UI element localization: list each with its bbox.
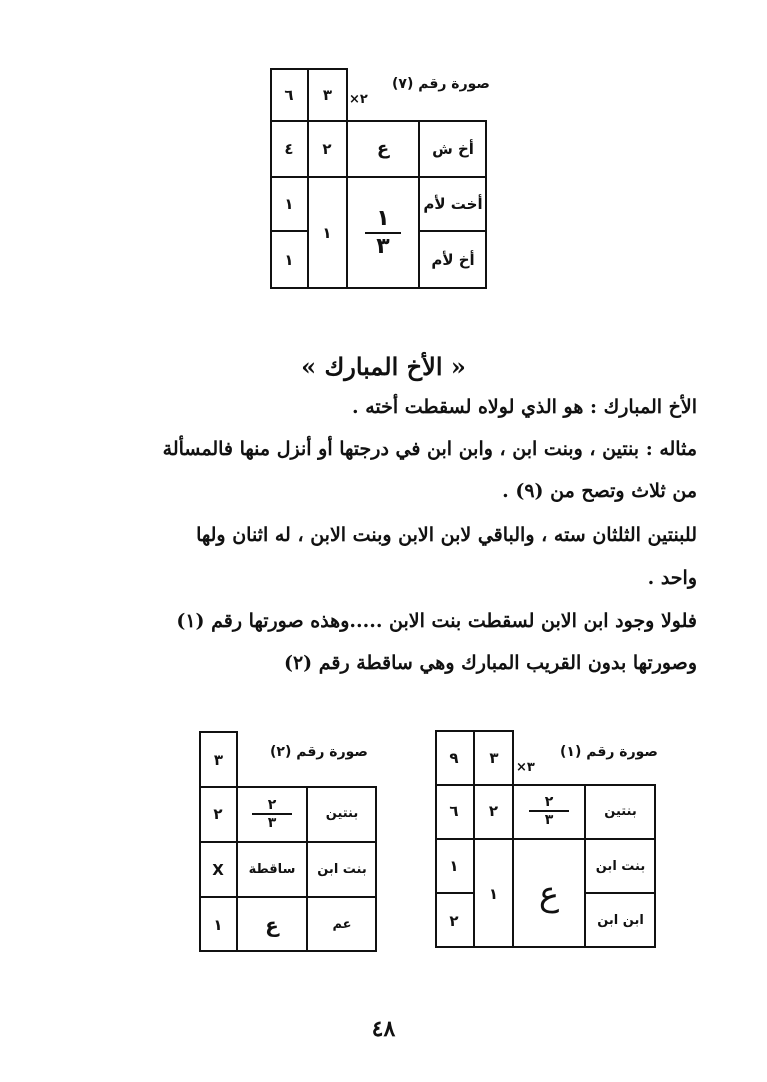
heir-cell: أخ ش [432, 139, 474, 158]
multiplier: ×٢ [349, 92, 368, 107]
corr-cell: ٢ [449, 911, 459, 930]
corr-cell: ١ [449, 857, 459, 875]
fraction-denominator: ٣ [267, 814, 277, 831]
heir-cell: أخت لأم [423, 195, 483, 213]
definition-paragraph: الأخ المبارك : هو الذي لولاه لسقطت أخته . [351, 396, 697, 418]
merged-share-cell: ع [538, 873, 560, 914]
orig-cell: X [212, 860, 224, 879]
merged-orig-cell: ١ [488, 884, 499, 903]
corr-cell: ٦ [449, 802, 459, 820]
merged-share-cell [348, 178, 418, 288]
distribution-paragraph-line-2: واحد . [647, 567, 697, 589]
merged-orig-cell: ١ [322, 224, 332, 242]
fraction-denominator: ٣ [544, 812, 554, 828]
share-cell [514, 784, 584, 838]
origin-value: ٣ [322, 86, 333, 104]
section-heading: « الأخ المبارك » [301, 352, 466, 381]
heir-cell: عم [332, 917, 352, 932]
share-cell: ع [265, 912, 279, 937]
share-cell: ساقطة [248, 862, 296, 877]
table-caption: صورة رقم (٧) [392, 76, 490, 92]
orig-cell: ٢ [213, 804, 223, 823]
fraction-numerator: ٢ [267, 796, 277, 813]
orig-cell: ٢ [488, 802, 499, 820]
share-cell: ع [376, 138, 390, 159]
origin-value: ٣ [213, 750, 224, 769]
heir-cell: أخ لأم [431, 251, 475, 269]
page-number: ٤٨ [371, 1016, 396, 1042]
fraction-numerator: ١ [376, 206, 390, 231]
example-paragraph-line-1: مثاله : بنتين ، وبنت ابن ، وابن ابن في درجتها أو أنزل منها فالمسألة [162, 438, 697, 460]
heir-cell: بنتين [604, 803, 637, 819]
heir-cell: بنت ابن [595, 858, 646, 874]
explanation-paragraph: فلولا وجود ابن الابن لسقطت بنت الابن .....وهذه صورتها رقم (١) [176, 610, 697, 632]
orig-cell: ٢ [322, 139, 332, 158]
share-cell [238, 786, 306, 841]
orig-cell: ١ [284, 251, 294, 269]
orig-cell: ١ [284, 195, 294, 213]
fraction [252, 797, 292, 831]
fraction [529, 794, 569, 828]
corrected-value: ٩ [449, 749, 459, 767]
table-caption: صورة رقم (١) [560, 744, 658, 760]
explanation-paragraph-2: وصورتها بدون القريب المبارك وهي ساقطة رقم (٢) [283, 652, 697, 674]
heir-cell: ابن ابن [597, 913, 644, 928]
orig-cell: ١ [213, 915, 223, 934]
distribution-paragraph-line-1: للبنتين الثلثان سته ، والباقي لابن الابن وبنت الابن ، له اثنان ولها [196, 524, 697, 546]
origin-value: ٣ [489, 749, 499, 767]
fraction-denominator: ٣ [376, 234, 390, 259]
heir-cell: بنتين [325, 806, 359, 821]
corrected-value: ٦ [284, 86, 294, 104]
example-paragraph-line-2: من ثلاث وتصح من (٩) . [502, 480, 697, 502]
heir-cell: بنت ابن [317, 862, 367, 877]
corr-cell: ٤ [284, 139, 294, 158]
fraction [365, 206, 401, 260]
multiplier: ×٣ [516, 760, 535, 775]
table-caption: صورة رقم (٢) [270, 744, 368, 760]
fraction-numerator: ٢ [544, 794, 554, 810]
